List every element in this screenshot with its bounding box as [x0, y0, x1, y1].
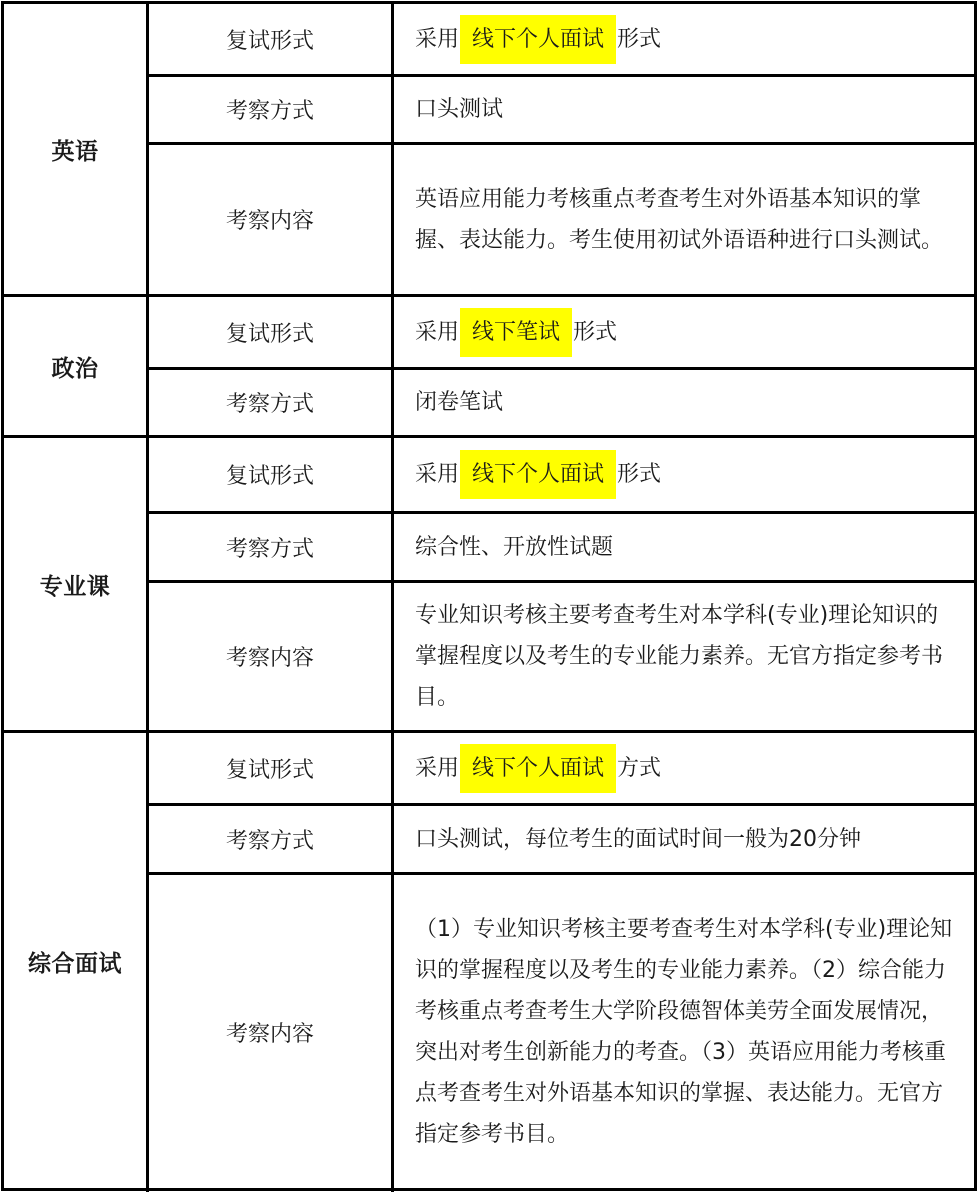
subject-cell-major: [4, 438, 146, 730]
value-cell: [394, 145, 974, 294]
value-cell: [394, 297, 974, 367]
row-label: 复试形式: [225, 28, 314, 54]
value-prefix: 采用: [415, 26, 460, 52]
value-suffix: 形式: [617, 26, 662, 52]
value-cell: [394, 733, 974, 803]
label-cell: [149, 583, 391, 730]
value-text: 口头测试，每位考生的面试时间一般为20分钟: [415, 826, 861, 852]
value-text: （1）专业知识考核主要考查考生对本学科(专业)理论知识的掌握程度以及考生的专业能力素养。（2）综合能力考核重点考查考生大学阶段德智体美劳全面发展情况，突出对考生创新能力的考查。（3）英语应用能力考核重点考查考生对外语基本知识的掌握、表达能力。无官方指定参考书目。: [415, 917, 953, 1147]
highlight-text: 线下笔试: [472, 319, 561, 345]
row-label: 考察方式: [225, 99, 314, 124]
value-text: [415, 312, 617, 353]
label-cell: [149, 875, 391, 1189]
value-cell: [394, 77, 974, 142]
value-text: 闭卷笔试: [415, 390, 504, 415]
row-label: 考察内容: [225, 646, 314, 671]
row-label: 复试形式: [225, 464, 314, 489]
label-cell: [149, 438, 391, 511]
value-cell: [394, 438, 974, 511]
highlight-text: 线下个人面试: [472, 755, 605, 781]
subject-label: 政治: [51, 355, 99, 382]
value-cell: [394, 583, 974, 730]
row-label: 复试形式: [225, 321, 314, 347]
row-label: 考察方式: [225, 392, 314, 417]
value-text: 英语应用能力考核重点考查考生对外语基本知识的掌握、表达能力。考生使用初试外语语种进行口头测试。: [415, 186, 944, 253]
value-suffix: 形式: [617, 462, 662, 487]
row-label: 考察内容: [225, 1021, 314, 1047]
subject-label: 英语: [51, 138, 99, 165]
value-prefix: 采用: [415, 755, 460, 781]
value-prefix: 采用: [415, 319, 460, 345]
highlight-text: 线下个人面试: [472, 26, 605, 52]
value-text: [415, 19, 661, 60]
value-suffix: 方式: [617, 755, 662, 781]
row-label: 考察方式: [225, 828, 314, 854]
value-cell: [394, 875, 974, 1189]
label-cell: [149, 297, 391, 367]
subject-cell-politics: [4, 297, 146, 435]
label-cell: [149, 733, 391, 803]
value-text: 专业知识考核主要考查考生对本学科(专业)理论知识的掌握程度以及考生的专业能力素养。无官方指定参考书目。: [415, 603, 944, 710]
subject-cell-comprehensive-interview: [4, 733, 146, 1189]
row-label: 考察内容: [225, 209, 314, 234]
value-suffix: 形式: [573, 319, 618, 345]
row-label: 考察方式: [225, 536, 314, 562]
value-cell: [394, 370, 974, 435]
value-cell: [394, 514, 974, 580]
highlighted-term: [460, 308, 572, 357]
value-cell: [394, 806, 974, 872]
value-text: [415, 454, 661, 495]
value-text: 综合性、开放性试题: [415, 534, 614, 560]
subject-cell-english: [4, 4, 146, 294]
value-cell: [394, 4, 974, 74]
label-cell: [149, 77, 391, 142]
row-label: 复试形式: [225, 757, 314, 783]
highlighted-term: [460, 744, 616, 793]
subject-label: 综合面试: [28, 950, 122, 977]
label-cell: [149, 514, 391, 580]
label-cell: [149, 145, 391, 294]
highlighted-term: [460, 15, 616, 64]
value-text: 口头测试: [415, 97, 504, 122]
highlighted-term: [460, 450, 616, 499]
highlight-text: 线下个人面试: [472, 462, 605, 487]
subject-label: 专业课: [39, 573, 111, 600]
value-text: [415, 748, 661, 789]
label-cell: [149, 4, 391, 74]
value-prefix: 采用: [415, 462, 460, 487]
label-cell: [149, 370, 391, 435]
label-cell: [149, 806, 391, 872]
